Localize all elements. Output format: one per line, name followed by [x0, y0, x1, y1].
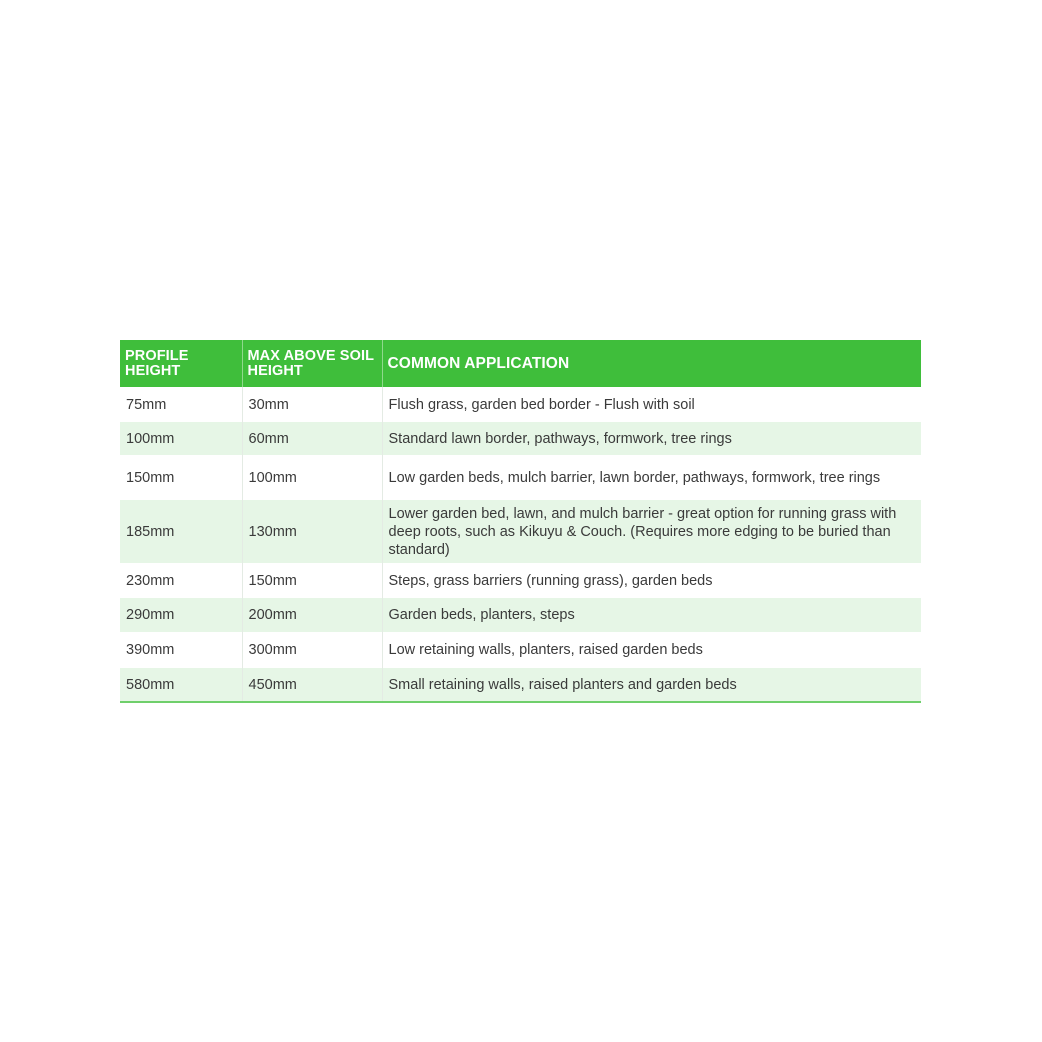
profile-height-cell: 100mm	[126, 430, 175, 447]
header-common-application: COMMON APPLICATION	[382, 340, 921, 387]
profile-height-cell: 290mm	[126, 607, 175, 623]
application-cell: Garden beds, planters, steps	[382, 598, 921, 632]
table-row	[120, 668, 921, 702]
max-soil-height-cell: 130mm	[242, 500, 382, 563]
max-soil-height-cell: 100mm	[242, 455, 382, 500]
profile-height-cell: 390mm	[126, 642, 175, 658]
max-soil-height-cell: 150mm	[242, 563, 382, 598]
profile-height-cell: 230mm	[126, 572, 175, 589]
application-cell: Flush grass, garden bed border - Flush with soil	[382, 387, 921, 422]
profile-height-cell: 150mm	[126, 469, 175, 486]
table-row	[120, 455, 921, 500]
profile-height-cell: 185mm	[126, 523, 175, 540]
max-soil-height-cell: 30mm	[242, 387, 382, 422]
table-row	[120, 598, 921, 632]
table-row	[120, 422, 921, 455]
edging-spec-table	[120, 340, 921, 703]
header-profile-height: PROFILE HEIGHT	[125, 347, 189, 379]
application-cell: Low retaining walls, planters, raised garden beds	[382, 632, 921, 668]
max-soil-height-cell: 450mm	[242, 668, 382, 702]
application-cell: Low garden beds, mulch barrier, lawn border, pathways, formwork, tree rings	[382, 455, 921, 500]
profile-height-cell: 580mm	[126, 676, 175, 693]
table-row	[120, 387, 921, 422]
header-row	[120, 340, 921, 387]
table-row	[120, 500, 921, 563]
application-cell: Steps, grass barriers (running grass), garden beds	[382, 563, 921, 598]
max-soil-height-cell: 300mm	[242, 632, 382, 668]
profile-height-cell: 75mm	[126, 396, 167, 413]
table-body	[120, 387, 921, 702]
table-row	[120, 632, 921, 668]
application-cell: Standard lawn border, pathways, formwork, tree rings	[382, 422, 921, 455]
table-header	[120, 340, 921, 387]
application-cell: Lower garden bed, lawn, and mulch barrier - great option for running grass with deep roots, such as Kikuyu & Couch. (Requires more edging to be buried than standard)	[382, 500, 921, 563]
table-row	[120, 563, 921, 598]
application-cell: Small retaining walls, raised planters and garden beds	[382, 668, 921, 702]
max-soil-height-cell: 200mm	[242, 598, 382, 632]
header-max-above-soil-height: MAX ABOVE SOIL HEIGHT	[242, 340, 382, 387]
max-soil-height-cell: 60mm	[242, 422, 382, 455]
